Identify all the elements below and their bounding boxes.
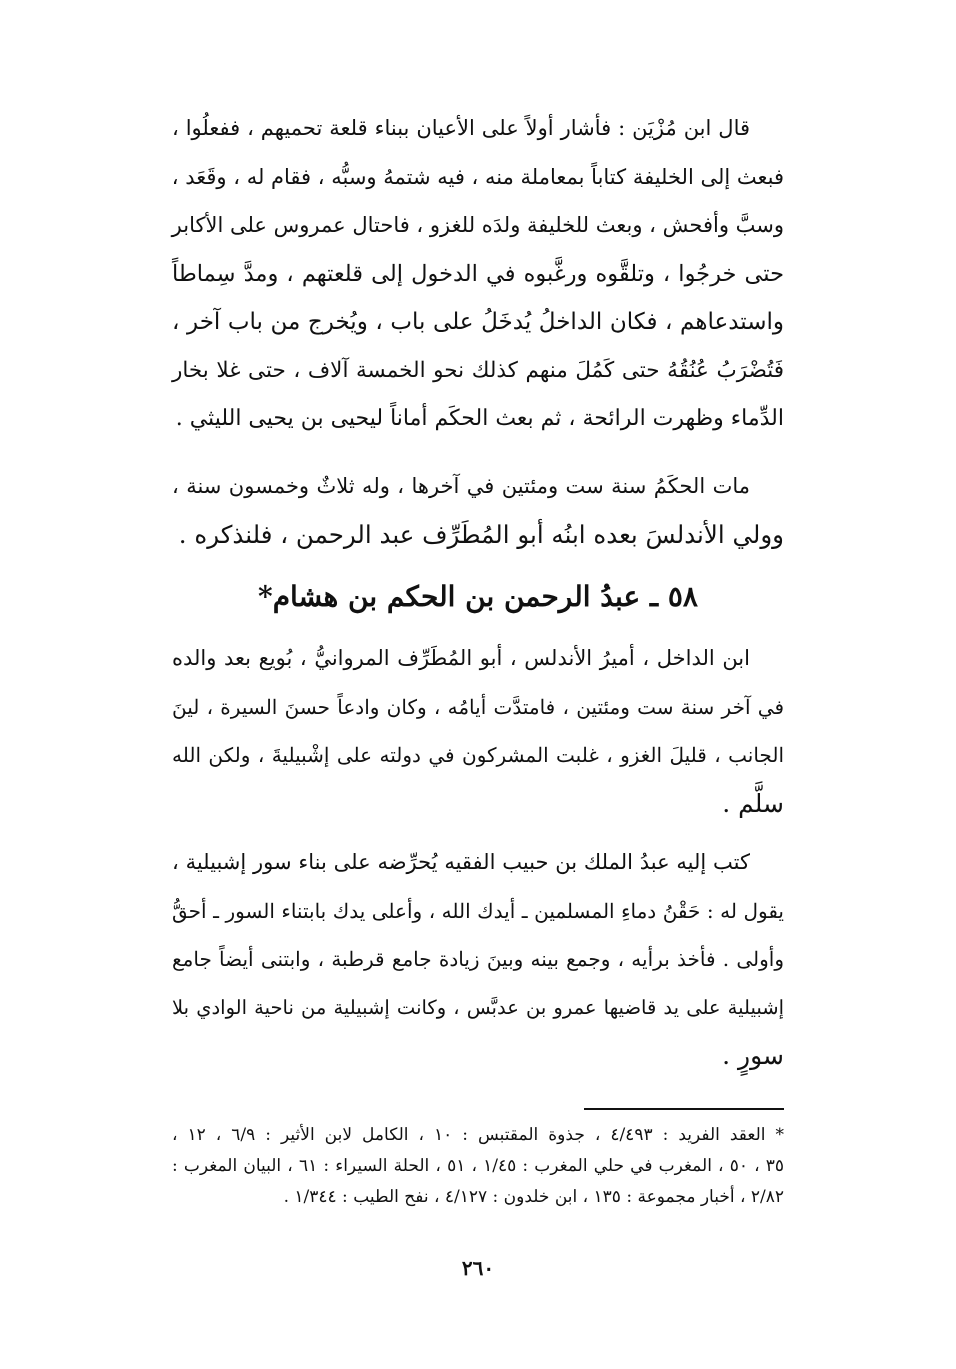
paragraph-2 — [172, 462, 784, 559]
paragraph-1 — [172, 104, 784, 444]
footnote-divider — [584, 1108, 784, 1110]
text-line: ابن الداخل ، أميرُ الأندلس ، أبو المُطَرِّف المروانيُّ ، بُويع بعد والده — [172, 646, 750, 670]
text-line: مات الحكَمُ سنة ست ومئتين في آخرها ، وله ثلاثٌ وخمسون سنة ، — [172, 474, 750, 498]
text-line: إشبيلية على يد قاضيها عمرو بن عدبَّس ، وكانت إشبيلية من ناحية الوادي بلا — [172, 995, 784, 1019]
footnotes — [172, 1120, 784, 1213]
text-line: فبعث إلى الخليفة كتاباً بمعاملة منه ، فيه شتمهُ وسبُّه ، فقام له ، وقَعَد ، — [171, 164, 784, 189]
text-line: في آخر سنة ست ومئتين ، فامتدَّت أيامُه ، وكان وادعاً حسنَ السيرة ، لينَ — [172, 694, 784, 719]
text-line: يقول له : حَقْنُ دماءِ المسلمين ـ أيدك الله ، وأعلى يدك بابتناء السور ـ أحقُّ — [172, 898, 785, 923]
text-line: كتب إليه عبدُ الملك بن حبيب الفقيه يُحرِّضه على بناء سور إشبيلية ، — [172, 850, 750, 874]
text-line: سورٍ . — [722, 1041, 784, 1070]
text-line: الدِّماء وظهرت الرائحة ، ثم بعث الحكَم أماناً ليحيى بن يحيى الليثي . — [175, 406, 784, 431]
text-line: وسبَّ وأفحش ، وبعث للخليفة ولدَه للغزو ، فاحتال عمروس على الأكابر — [171, 213, 784, 237]
text-line: قال ابن مُزْيَن : فأشار أولاً على الأعيان ببناء قلعة تحميهم ، ففعلُوا ، — [172, 116, 750, 140]
footnote-line: ٢/٨٢ ، أخبار مجموعة : ١٣٥ ، ابن خلدون : ٤/١٢٧ ، نفح الطيب : ١/٣٤٤ . — [283, 1187, 784, 1207]
text-line: وولي الأندلسَ بعده ابنُه أبو المُطَرِّف عبد الرحمن ، فلنذكره . — [178, 519, 784, 549]
section-heading: ٥٨ ـ عبدُ الرحمن بن الحكم بن هشام* — [258, 580, 698, 613]
text-line: وأولى . فأخذ برأيه ، وجمع بينه وبينَ زيادة جامع قرطبة ، وابتنى أيضاً جامع — [172, 947, 784, 971]
text-line: حتى خرجُوا ، وتلقَّوه ورغَّبوه في الدخول إلى قلعتهم ، ومدَّ سِماطاً — [172, 260, 784, 287]
text-line: الجانب ، قليلَ الغزو ، غلبت المشركون في دولته على إشْبيليةَ ، ولكن الله — [172, 743, 784, 767]
footnote-line: * العقد الفريد : ٤/٤٩٣ ، جذوة المقتبس : ١٠ ، الكامل لابن الأثير : ٦/٩ ، ١٢ ، — [172, 1125, 785, 1145]
paragraph-3 — [172, 634, 784, 828]
paragraph-4 — [172, 838, 784, 1081]
text-line: فَتُضْرَبُ عُنُقُهُ حتى كَمُلَ منهم كذلك نحو الخمسة آلاف ، حتى غلا بخار — [172, 357, 784, 383]
text-line: واستدعاهم ، فكان الداخلُ يُدخَلُ على باب ، ويُخرج من باب آخر ، — [172, 309, 784, 335]
page-number: ٢٦٠ — [461, 1256, 495, 1280]
footnote-line: ٣٥ ، ٥٠ ، المغرب في حلي المغرب : ١/٤٥ ، ٥١ ، الحلة السيراء : ٦١ ، البيان المغرب : — [172, 1156, 785, 1176]
text-line: سلَّم . — [722, 788, 784, 818]
